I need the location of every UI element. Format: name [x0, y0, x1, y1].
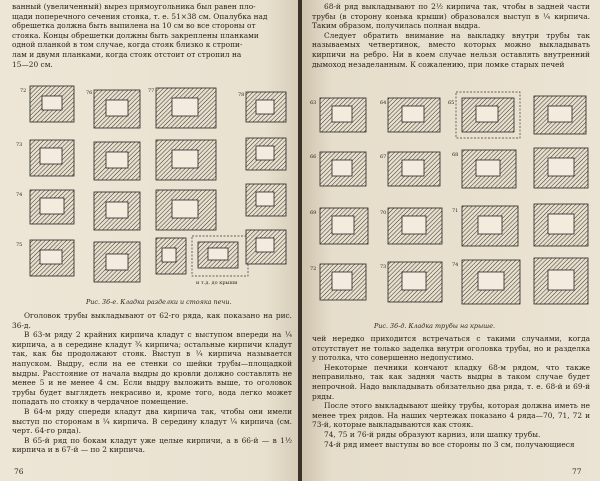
right-body-text: [312, 334, 590, 449]
left-paragraph-3: В 64-м ряду спереди кладут два кирпича так, чтобы они имели выступ по сторонам в ¼ кирпича. В середину кладут ¼ кирпича (см. черт. 64-го ряда).: [12, 406, 292, 436]
row-diagram-71: [452, 206, 518, 246]
left-paragraph-2: В 63-м ряду 2 крайних кирпича кладут с выступом впереди на ¼ кирпича, а в середине кладут ¾ кирпича; остальные кирпичи кладут так, как бы продолжают стояк. Выступ в ¼ кирпича называется напуском. Выдру, если на ее стенки со шейки трубы—площадкой выдры. Расстояние от начала выдры до кровли должно составлять не менее 5 и не менее 4 см. Если выдру выложить выше, то оголовок трубы будет выглядеть некрасиво и, кроме того, вода легко может попадать по стояку в чердачное помещение.: [12, 330, 292, 407]
row-diagram-70: [380, 208, 442, 244]
right-figure-caption: Рис. 36-д. Кладка трубы на крыше.: [374, 322, 496, 330]
row-diagram-73: [16, 140, 74, 176]
row-label-75: 75: [16, 242, 23, 248]
right-top-text: [312, 2, 590, 69]
left-top-line-3: обрешетка должна быть выпилена на 10 см во все стороны от: [12, 21, 256, 31]
right-paragraph-4: Некоторые печники кончают кладку 68-м рядом, что также неправильно, так как задняя часть выдры в таком случае будет непрочной. Надо выкладывать обязательно два ряда, т. е. 68-й и 69-й ряды.: [312, 362, 590, 401]
row-diagram-63: [310, 98, 366, 132]
row-diagram-78: [238, 92, 286, 122]
left-figure: [6, 80, 296, 295]
left-top-line-4: стояка. Концы обрешетки должны быть закреплены планками: [12, 30, 259, 40]
row-label-66: 66: [310, 154, 317, 160]
right-paragraph-6: 74, 75 и 76-й ряды образуют карниз, или шапку трубы.: [324, 429, 541, 439]
left-paragraph-1: Оголовок трубы выкладывают от 62-го ряда, как показано на рис. 36-д.: [12, 311, 292, 330]
right-page-number: 77: [572, 467, 582, 476]
row-label-73: 73: [16, 142, 23, 148]
left-figure-caption: Рис. 36-е. Кладка разделки и стояка печи.: [86, 298, 232, 306]
right-paragraph-3: чей нередко приходится встречаться с такими случаями, когда отсутствует не только заделка внутри оголовка трубы, но и разделка у потолка, что совершенно недопустимо.: [312, 334, 590, 363]
dashed-note: и т.д. до крыши: [196, 280, 238, 286]
right-figure: [308, 90, 592, 310]
row-diagram-66: [310, 152, 366, 186]
row-diagram-68: [452, 150, 516, 188]
left-paragraph-4: В 65-й ряд по бокам кладут уже целые кирпичи, а в 66-й — в 1½ кирпича и в 67-й — по 2 кирпича.: [12, 435, 292, 455]
left-top-line-5: одной планкой в том случае, когда стояк близко к стропи-: [12, 40, 243, 50]
left-body-text: [12, 311, 292, 455]
right-paragraph-5: После этого выкладывают шейку трубы, которая должна иметь не менее трех рядов. На наших чертежах показано 4 ряда—70, 71, 72 и 73-й, которые выкладываются как стояк.: [312, 401, 590, 430]
right-page: [302, 0, 600, 481]
row-diagram-72: [310, 264, 366, 300]
row-diagram-75: [16, 240, 74, 276]
row-diagram-74: [16, 190, 74, 224]
row-label-74: 74: [16, 192, 23, 198]
row-diagram-69: [310, 208, 368, 244]
row-label-68: 68: [452, 152, 459, 158]
left-top-text: [12, 2, 292, 69]
left-page-number: 76: [14, 467, 24, 476]
left-top-line-1: ванный (увеличенный) вырез прямоугольника был равен пло-: [12, 2, 256, 11]
right-paragraph-1: 68-й ряд выкладывают по 2½ кирпича так, чтобы в задней части трубы (в сторону конька крыши) образовался выступ в ¼ кирпича. Таким образом, получилась полная выдра.: [312, 2, 590, 31]
row-label-65: 65: [448, 100, 455, 106]
row-label-73-right: 73: [380, 264, 387, 270]
row-diagram-65: [448, 92, 520, 138]
row-diagram-76: [86, 90, 140, 128]
row-label-71: 71: [452, 208, 459, 214]
row-label-67: 67: [380, 154, 387, 160]
left-top-line-2: щади поперечного сечения стояка, т. е. 51×38 см. Опалубка над: [12, 11, 268, 21]
row-label-74-right: 74: [452, 262, 459, 268]
row-diagram-67: [380, 152, 440, 186]
row-label-70: 70: [380, 210, 387, 216]
right-paragraph-2: Следует обратить внимание на выкладку внутри трубы так называемых четвертинок, вместо которых можно выкладывать кирпичи на ребро. Ни в коем случае нельзя оставлять внутренний дымоход незаделанным. К сожалению, при ломке старых печей: [312, 30, 590, 69]
row-label-69: 69: [310, 210, 317, 216]
row-diagram-73: [380, 262, 442, 302]
row-diagram-64: [380, 98, 440, 132]
row-label-72: 72: [20, 88, 27, 94]
row-diagram-77: [148, 88, 216, 128]
row-label-63: 63: [310, 100, 317, 106]
row-label-64: 64: [380, 100, 387, 106]
row-label-78: 78: [238, 92, 245, 98]
left-top-line-7: 15—20 см.: [12, 59, 53, 69]
left-top-line-6: лам и двумя планками, когда стояк отстоит от стропил на: [12, 49, 242, 59]
right-paragraph-7: 74-й ряд имеет выступы во все стороны по 3 см, получающиеся: [324, 439, 575, 449]
row-label-72-right: 72: [310, 266, 317, 272]
row-diagram-72: [20, 86, 74, 122]
row-diagram-74: [452, 260, 520, 304]
row-label-77: 77: [148, 88, 155, 94]
row-label-76: 76: [86, 90, 93, 96]
